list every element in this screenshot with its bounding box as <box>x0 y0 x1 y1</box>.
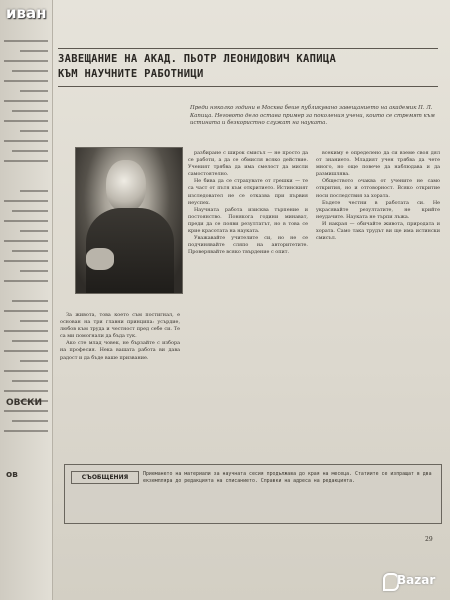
text-fragment <box>4 140 48 142</box>
text-fragment <box>4 390 48 392</box>
text-fragment <box>12 420 48 422</box>
paragraph: Обществото очаква от учените не само открития, но и отговорност. Всяко откритие носи последствия за хората. <box>316 178 440 199</box>
paragraph: Ако сте млад човек, не бързайте с избора на професия. Нека вашата работа ви дава радост и да бъде ваше призвание. <box>60 340 180 361</box>
text-fragment <box>20 190 48 192</box>
text-fragment <box>4 40 48 42</box>
bazar-logo <box>383 565 447 597</box>
text-fragment <box>12 380 48 382</box>
text-fragment <box>20 360 48 362</box>
strip-word: ОВСКИ <box>6 398 43 408</box>
text-fragment <box>12 250 48 252</box>
paragraph: всекиму е определено да си вземе своя дял от знанието. Младият учен трябва да чете много, но още повече да наблюдава и да размишлява. <box>316 150 440 178</box>
previous-page-strip <box>0 0 53 600</box>
title-rule-bottom <box>58 86 438 87</box>
paragraph: разбиране с широк смисъл — не просто да се работи, а да се обмисля всяко действие. Ученият трябва да има смелост да мисли самостоятелно. <box>188 150 308 178</box>
text-fragment <box>20 320 48 322</box>
text-fragment <box>4 200 48 202</box>
paragraph: Бъдете честни в работата си. Не украсявайте резултатите, не крийте неудачите. Науката не търпи лъжа. <box>316 199 440 220</box>
text-fragment <box>12 340 48 342</box>
text-fragment <box>20 50 48 52</box>
text-fragment <box>4 370 48 372</box>
text-fragment <box>4 160 48 162</box>
text-fragment <box>20 90 48 92</box>
article-intro <box>190 105 440 128</box>
notice-text: Приемането на материали за научната сесия продължава до края на месеца. Статиите се изпращат в два екземпляра до редакцията на списанието. Справки на адреса на редакцията. <box>143 471 432 484</box>
intro-text: Преди няколко години в Москва беше публикувано завещанието на академик П. Л. Капица. Неговото дело остава пример за поколения учени, които се стремят към истината и безкористно служат на науката. <box>190 105 435 127</box>
text-fragment <box>12 110 48 112</box>
text-fragment <box>12 150 48 152</box>
text-fragment <box>20 270 48 272</box>
notice-box <box>64 464 442 524</box>
text-fragment <box>4 430 48 432</box>
title-rule-top <box>58 48 438 49</box>
text-fragment <box>4 120 48 122</box>
text-fragment <box>12 300 48 302</box>
text-fragment <box>12 70 48 72</box>
notice-label: СЪОБЩЕНИЯ <box>71 471 139 484</box>
text-column-2 <box>188 150 308 256</box>
text-fragment <box>20 130 48 132</box>
text-fragment <box>4 280 48 282</box>
paragraph: Научната работа изисква търпение и постоянство. Понякога години минават, преди да се появи резултатът, но в това се крие красотата на науката. <box>188 206 308 235</box>
text-fragment <box>4 80 48 82</box>
text-fragment <box>20 230 48 232</box>
text-fragment <box>4 350 48 352</box>
text-fragment <box>4 240 48 242</box>
title-line-2: КЪМ НАУЧНИТЕ РАБОТНИЦИ <box>58 68 204 80</box>
text-fragment <box>12 210 48 212</box>
text-fragment <box>4 220 48 222</box>
paragraph: И накрая — обичайте живота, природата и хората. Само така трудът ви ще има истински смисъл. <box>316 220 440 242</box>
portrait-photo <box>75 147 183 294</box>
text-fragment <box>4 260 48 262</box>
text-fragment <box>4 60 48 62</box>
portrait-hand <box>86 248 114 270</box>
paragraph: Не бива да се страхувате от грешки — те са част от пътя към откритието. Истинският изследовател не се отказва при първия неуспех. <box>188 178 308 206</box>
text-column-1 <box>60 312 180 362</box>
text-fragment <box>4 310 48 312</box>
text-fragment <box>4 100 48 102</box>
strip-word: ов <box>6 470 18 480</box>
text-column-3 <box>316 150 440 242</box>
paragraph: За живота, това което съм постигнал, е основан на три главни принципа: усърдие, любов към труда и честност пред себе си. Те са ми помогнали да бъда тук. <box>60 312 180 340</box>
watermark-text: иван <box>6 4 47 22</box>
title-line-1: ЗАВЕЩАНИЕ НА АКАД. ПЬОТР ЛЕОНИДОВИЧ КАПИЦА <box>58 53 337 65</box>
page-number: 29 <box>425 536 433 543</box>
text-fragment <box>4 410 48 412</box>
paragraph: Уважавайте учителите си, но не се подчинявайте сляпо на авторитетите. Проверявайте всяко твърдение с опит. <box>188 235 308 256</box>
text-fragment <box>4 330 48 332</box>
logo-text: Bazar <box>397 573 436 587</box>
article-title <box>58 52 438 82</box>
portrait-head <box>106 160 146 212</box>
